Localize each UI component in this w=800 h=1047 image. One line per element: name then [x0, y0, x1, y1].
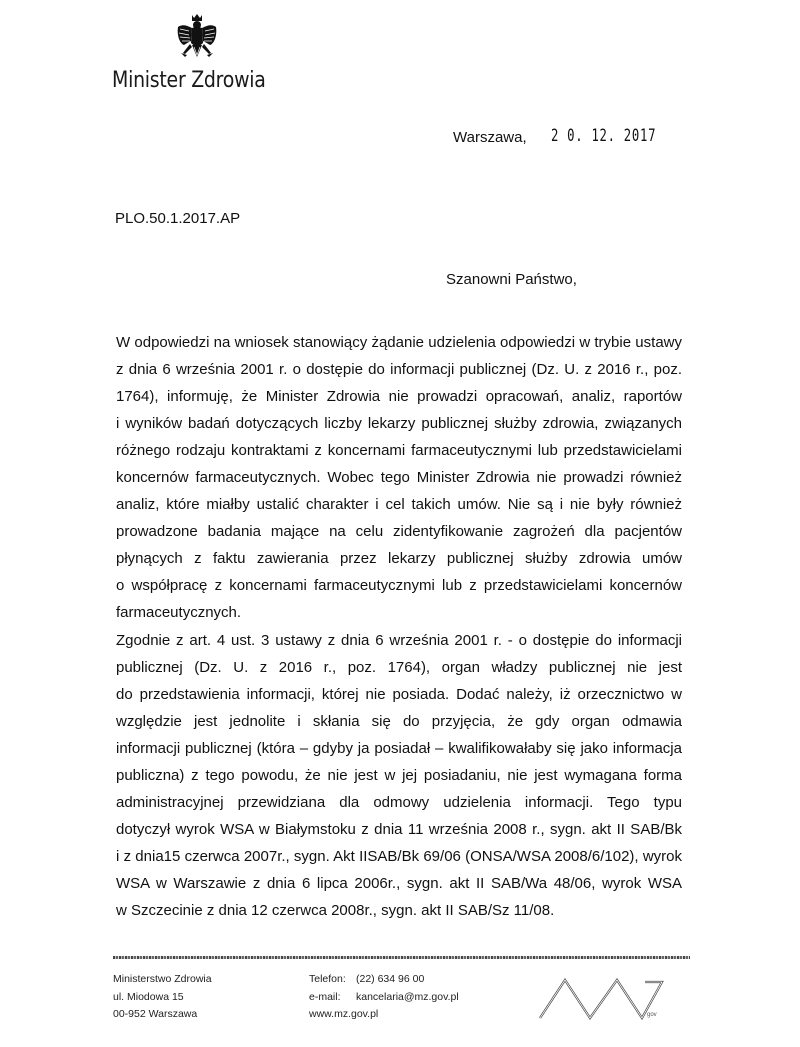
body-line: analiz, które miałby ustalić charakter i cel takich umów. Nie są i nie były również: [116, 496, 682, 514]
body-line: informacji publicznej (która – gdyby ja posiadał – kwalifikowałaby się jako informacja: [116, 739, 682, 757]
phone-number: (22) 634 96 00: [356, 973, 425, 985]
date-stamp: 2 0. 12. 2017: [551, 126, 657, 146]
footer-ministry-name: Ministerstwo Zdrowia: [113, 973, 212, 985]
footer-street: ul. Miodowa 15: [113, 990, 184, 1003]
body-line: płynących z faktu zawierania przez lekarzy publicznej służby zdrowia umów: [116, 550, 682, 568]
salutation: Szanowni Państwo,: [446, 271, 577, 288]
body-line: koncernów farmaceutycznych. Wobec tego Minister Zdrowia nie prowadzi również: [116, 469, 682, 487]
body-line: W odpowiedzi na wniosek stanowiący żądanie udzielenia odpowiedzi w trybie ustawy: [116, 334, 682, 351]
body-line: w Szczecinie z dnia 12 czerwca 2008r., sygn. akt II SAB/Sz 11/08.: [116, 901, 555, 919]
body-line: Zgodnie z art. 4 ust. 3 ustawy z dnia 6 września 2001 r. - o dostępie do informacji: [116, 631, 682, 649]
body-line: do przedstawienia informacji, której nie posiada. Dodać należy, iż orzecznictwo w: [116, 685, 682, 703]
body-line: prowadzone badania mające na celu zidentyfikowanie zagrożeń dla pacjentów: [116, 523, 682, 541]
body-line: z dnia 6 września 2001 r. o dostępie do informacji publicznej (Dz. U. z 2016 r., poz.: [116, 361, 682, 379]
footer-city: 00-952 Warszawa: [113, 1008, 198, 1020]
letter-body: [116, 329, 682, 924]
body-line: publiczna) z tego powodu, że nie jest w jej posiadaniu, nie jest wymagana forma: [116, 766, 682, 784]
mz-logo-small-text: gov: [647, 1012, 657, 1018]
email-label: e-mail:: [309, 990, 341, 1003]
body-line: farmaceutycznych.: [116, 604, 242, 622]
body-line: dotyczył wyrok WSA w Białymstoku z dnia 11 września 2008 r., sygn. akt II SAB/Bk: [116, 820, 682, 838]
mz-logo-icon: [535, 972, 670, 1024]
phone-label: Telefon:: [309, 973, 346, 985]
body-line: o współpracę z koncernami farmaceutycznymi lub z przedstawicielami koncernów: [116, 577, 682, 595]
ministry-title: Minister Zdrowia: [112, 68, 266, 93]
polish-eagle-emblem-icon: [175, 13, 219, 65]
body-line: publicznej (Dz. U. z 2016 r., poz. 1764), organ władzy publicznej nie jest: [116, 658, 682, 676]
body-line: WSA w Warszawie z dnia 6 lipca 2006r., sygn. akt II SAB/Wa 48/06, wyrok WSA: [116, 874, 682, 892]
footer-divider: [113, 956, 690, 959]
footer-address: [113, 971, 212, 1024]
footer-contact-values: [356, 971, 459, 1006]
body-line: różnego rodzaju kontraktami z koncernami farmaceutycznymi lub przedstawicielami: [116, 442, 682, 460]
reference-number: PLO.50.1.2017.AP: [115, 210, 241, 227]
body-line: i wyników badań dotyczących liczby lekarzy publicznej służby zdrowia, związanych: [116, 415, 682, 433]
body-line: względzie jest jednolite i skłania się do przyjęcia, że gdy organ odmawia: [116, 712, 682, 730]
place-name: Warszawa,: [453, 129, 527, 146]
footer-contact-labels: [309, 971, 346, 1006]
body-line: 1764), informuję, że Minister Zdrowia nie prowadzi opracowań, analiz, raportów: [116, 388, 682, 406]
website-link[interactable]: www.mz.gov.pl: [309, 1008, 379, 1020]
body-line: administracyjnej przewidziana dla odmowy udzielenia informacji. Tego typu: [116, 793, 682, 811]
body-line: i z dnia15 czerwca 2007r., sygn. Akt IISAB/Bk 69/06 (ONSA/WSA 2008/6/102), wyrok: [116, 847, 682, 865]
email-address[interactable]: kancelaria@mz.gov.pl: [356, 990, 459, 1003]
